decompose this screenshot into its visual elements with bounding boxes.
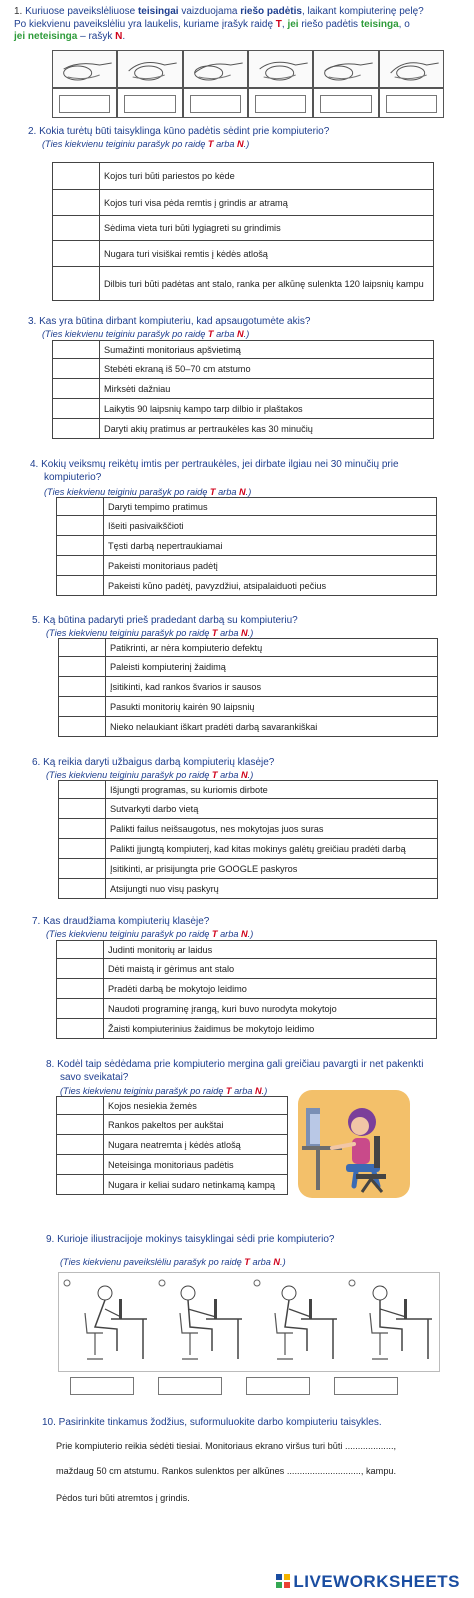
answer-input[interactable] [320,95,371,113]
statement-row [57,1155,288,1175]
statement-text: Pakeisti monitoriaus padėtį [104,556,437,576]
answer-box[interactable] [53,241,100,267]
q9-answer-row [70,1377,410,1397]
statement-text: Pakeisti kūno padėtį, pavyzdžiui, atsipalaiduoti pečius [104,576,437,596]
answer-box[interactable] [59,839,106,859]
statement-row [57,556,437,576]
statement-text: Nugara ir keliai sudaro netinkamą kampą [104,1175,288,1195]
liveworksheets-logo-icon [276,1574,290,1588]
answer-box[interactable] [59,697,106,717]
sitting-posture-picture [344,1273,439,1371]
answer-box[interactable] [59,717,106,737]
hand-mouse-picture [117,50,182,88]
statement-row [53,190,434,216]
answer-input[interactable] [255,95,306,113]
hand-on-mouse-icon [314,51,379,87]
q5-instruction: (Ties kiekvienu teiginiu parašyk po raidę T arba N.) [46,628,254,638]
statement-text: Kojos nesiekia žemės [104,1097,288,1115]
hand-mouse-picture [52,50,117,88]
answer-box[interactable] [53,216,100,241]
answer-cell [379,88,444,118]
q2-table [52,162,434,301]
statement-row [57,1115,288,1135]
statement-text: Žaisti kompiuterinius žaidimus be mokytojo leidimo [104,1019,437,1039]
answer-box[interactable] [57,1097,104,1115]
statement-text: Rankos pakeltos per aukštai [104,1115,288,1135]
answer-box[interactable] [53,190,100,216]
answer-box[interactable] [59,879,106,899]
answer-box[interactable] [57,576,104,596]
answer-box[interactable] [57,498,104,516]
statement-row [59,697,438,717]
q7-instruction: (Ties kiekvienu teiginiu parašyk po raidę T arba N.) [46,929,254,939]
statement-row [53,359,434,379]
statement-text: Nugara turi visiškai remtis į kėdės atlošą [100,241,434,267]
statement-text: Dėti maistą ir gėrimus ant stalo [104,959,437,979]
statement-text: Sutvarkyti darbo vietą [106,799,438,819]
answer-input[interactable] [59,95,110,113]
statement-text: Judinti monitorių ar laidus [104,941,437,959]
statement-row [57,959,437,979]
q3-table [52,340,434,439]
answer-cell [117,88,182,118]
answer-cell [183,88,248,118]
answer-input[interactable] [158,1377,222,1395]
statement-row [57,941,437,959]
answer-box[interactable] [59,657,106,677]
answer-box[interactable] [59,859,106,879]
answer-box[interactable] [59,639,106,657]
answer-box[interactable] [57,536,104,556]
statement-text: Naudoti programinę įrangą, kuri buvo nurodyta mokytojo [104,999,437,1019]
statement-text: Atsijungti nuo visų paskyrų [106,879,438,899]
statement-text: Stebėti ekraną iš 50–70 cm atstumo [100,359,434,379]
answer-box[interactable] [53,379,100,399]
statement-row [57,498,437,516]
statement-row [57,999,437,1019]
q8-instruction: (Ties kiekvienu teiginiu parašyk po raidę T arba N.) [60,1086,268,1096]
answer-box[interactable] [53,267,100,301]
statement-text: Daryti tempimo pratimus [104,498,437,516]
answer-box[interactable] [57,556,104,576]
statement-text: Palikti failus neišsaugotus, nes mokytojas juos suras [106,819,438,839]
answer-box[interactable] [57,1115,104,1135]
answer-input[interactable] [334,1377,398,1395]
answer-input[interactable] [386,95,437,113]
statement-text: Mirksėti dažniau [100,379,434,399]
statement-text: Paleisti kompiuterinį žaidimą [106,657,438,677]
statement-row [59,799,438,819]
radio-icon [349,1280,355,1286]
hand-on-mouse-icon [380,51,445,87]
statement-row [57,576,437,596]
statement-row [57,1135,288,1155]
statement-row [57,1097,288,1115]
hand-on-mouse-icon [53,51,118,87]
statement-text: Laikytis 90 laipsnių kampo tarp dilbio ir plaštakos [100,399,434,419]
statement-row [57,1175,288,1195]
statement-row [53,216,434,241]
hand-mouse-picture [248,50,313,88]
q10-line-2: maždaug 50 cm atstumu. Rankos sulenktos per alkūnes ............................., kampu. [56,1466,397,1476]
statement-text: Dilbis turi būti padėtas ant stalo, ranka per alkūnę sulenkta 120 laipsnių kampu [100,267,434,301]
statement-text: Palikti įjungtą kompiuterį, kad kitas mokinys galėtų greičiau pradėti darbą [106,839,438,859]
statement-row [59,839,438,859]
q3-title: 3. Kas yra būtina dirbant kompiuteriu, kad apsaugotumėte akis? [28,316,311,327]
answer-box[interactable] [53,341,100,359]
hand-on-mouse-icon [249,51,314,87]
sitting-posture-picture [154,1273,249,1371]
q5-table [58,638,438,737]
answer-box[interactable] [57,1155,104,1175]
statement-row [59,717,438,737]
answer-box[interactable] [59,677,106,697]
q7-table [56,940,437,1039]
answer-box[interactable] [53,419,100,439]
answer-input[interactable] [124,95,175,113]
answer-box[interactable] [57,1019,104,1039]
statement-text: Patikrinti, ar nėra kompiuterio defektų [106,639,438,657]
statement-text: Nieko nelaukiant iškart pradėti darbą savarankiškai [106,717,438,737]
statement-text: Daryti akių pratimus ar pertraukėles kas 30 minučių [100,419,434,439]
q8-title: 8. Kodėl taip sėdėdama prie kompiuterio mergina gali greičiau pavargti ir net pakenkti savo sveikatai? [46,1059,424,1083]
q4-title: 4. Kokių veiksmų reikėtų imtis per pertraukėles, jei dirbate ilgiau nei 30 minučių prie kompiuterio? [30,459,399,483]
radio-icon [159,1280,165,1286]
statement-row [59,859,438,879]
q1-text: 1. Kuriuose paveikslėliuose teisingai vaizduojama riešo padėtis, laikant kompiuterinę pelę? Po kiekvienu paveikslėliu yra laukelis, kuriame įrašyk raidę T, jei riešo padėtis teisinga, o jei neteisinga – rašyk N. [14,6,424,42]
hand-mouse-picture [379,50,444,88]
statement-row [53,163,434,190]
statement-text: Nugara neatremta į kėdės atlošą [104,1135,288,1155]
sitting-posture-picture [59,1273,154,1371]
answer-box[interactable] [57,1175,104,1195]
q4-instruction: (Ties kiekvienu teiginiu parašyk po raidę T arba N.) [44,487,252,497]
q8-table [56,1096,288,1195]
statement-row [53,341,434,359]
answer-box[interactable] [57,516,104,536]
statement-text: Įsitikinti, kad rankos švarios ir sausos [106,677,438,697]
statement-row [59,781,438,799]
answer-cell [248,88,313,118]
hand-mouse-picture [313,50,378,88]
statement-row [59,639,438,657]
hand-mouse-picture [183,50,248,88]
radio-icon [64,1280,70,1286]
answer-box[interactable] [53,359,100,379]
q4-table [56,497,437,596]
statement-row [53,399,434,419]
q10-title: 10. Pasirinkite tinkamus žodžius, suformuluokite darbo kompiuteriu taisykles. [42,1417,382,1428]
q10-line-1: Prie kompiuterio reikia sėdėti tiesiai. Monitoriaus ekrano viršus turi būti ..................., [56,1441,397,1451]
statement-row [53,379,434,399]
answer-box[interactable] [57,941,104,959]
q6-instruction: (Ties kiekvienu teiginiu parašyk po raidę T arba N.) [46,770,254,780]
statement-text: Išeiti pasivaikščioti [104,516,437,536]
answer-box[interactable] [53,399,100,419]
q5-title: 5. Ką būtina padaryti prieš pradedant darbą su kompiuteriu? [32,615,298,626]
q2-title: 2. Kokia turėtų būti taisyklinga kūno padėtis sėdint prie kompiuterio? [28,126,330,137]
q1-hand-grid [52,50,444,118]
answer-box[interactable] [59,799,106,819]
answer-box[interactable] [59,781,106,799]
q9-instruction: (Ties kiekvienu paveikslėliu parašyk po raidę T arba N.) [60,1257,286,1267]
statement-row [57,516,437,536]
statement-text: Pradėti darbą be mokytojo leidimo [104,979,437,999]
q9-title: 9. Kurioje iliustracijoje mokinys taisyklingai sėdi prie kompiuterio? [46,1234,335,1245]
statement-text: Kojos turi būti pariestos po kėde [100,163,434,190]
statement-row [57,979,437,999]
answer-input[interactable] [246,1377,310,1395]
statement-row [53,241,434,267]
answer-cell [313,88,378,118]
q3-instruction: (Ties kiekvienu teiginiu parašyk po raidę T arba N.) [42,329,250,339]
statement-row [57,536,437,556]
answer-input[interactable] [70,1377,134,1395]
answer-box[interactable] [57,1135,104,1155]
statement-text: Sėdima vieta turi būti lygiagreti su grindimis [100,216,434,241]
hand-on-mouse-icon [184,51,249,87]
statement-text: Įsitikinti, ar prisijungta prie GOOGLE paskyros [106,859,438,879]
statement-row [53,267,434,301]
statement-text: Tęsti darbą nepertraukiamai [104,536,437,556]
statement-row [59,819,438,839]
answer-box[interactable] [59,819,106,839]
q2-instruction: (Ties kiekvienu teiginiu parašyk po raidę T arba N.) [42,139,250,149]
q6-table [58,780,438,899]
answer-box[interactable] [57,959,104,979]
q1-number: 1. [14,6,23,17]
answer-input[interactable] [190,95,241,113]
brand-logo: LIVEWORKSHEETS [276,1572,460,1592]
hand-on-mouse-icon [118,51,183,87]
answer-box[interactable] [57,999,104,1019]
q7-title: 7. Kas draudžiama kompiuterių klasėje? [32,916,210,927]
statement-row [57,1019,437,1039]
statement-row [59,879,438,899]
statement-row [59,657,438,677]
answer-box[interactable] [57,979,104,999]
statement-text: Sumažinti monitoriaus apšvietimą [100,341,434,359]
q10-line-3: Pėdos turi būti atremtos į grindis. [56,1493,190,1503]
answer-box[interactable] [53,163,100,190]
radio-icon [254,1280,260,1286]
statement-row [59,677,438,697]
answer-cell [52,88,117,118]
statement-row [53,419,434,439]
statement-text: Pasukti monitorių kairėn 90 laipsnių [106,697,438,717]
statement-text: Išjungti programas, su kuriomis dirbote [106,781,438,799]
q6-title: 6. Ką reikia daryti užbaigus darbą kompiuterių klasėje? [32,757,275,768]
q9-illustrations [58,1272,440,1372]
statement-text: Neteisinga monitoriaus padėtis [104,1155,288,1175]
girl-at-computer-illustration [296,1088,412,1200]
sitting-posture-picture [249,1273,344,1371]
statement-text: Kojos turi visa pėda remtis į grindis ar atramą [100,190,434,216]
